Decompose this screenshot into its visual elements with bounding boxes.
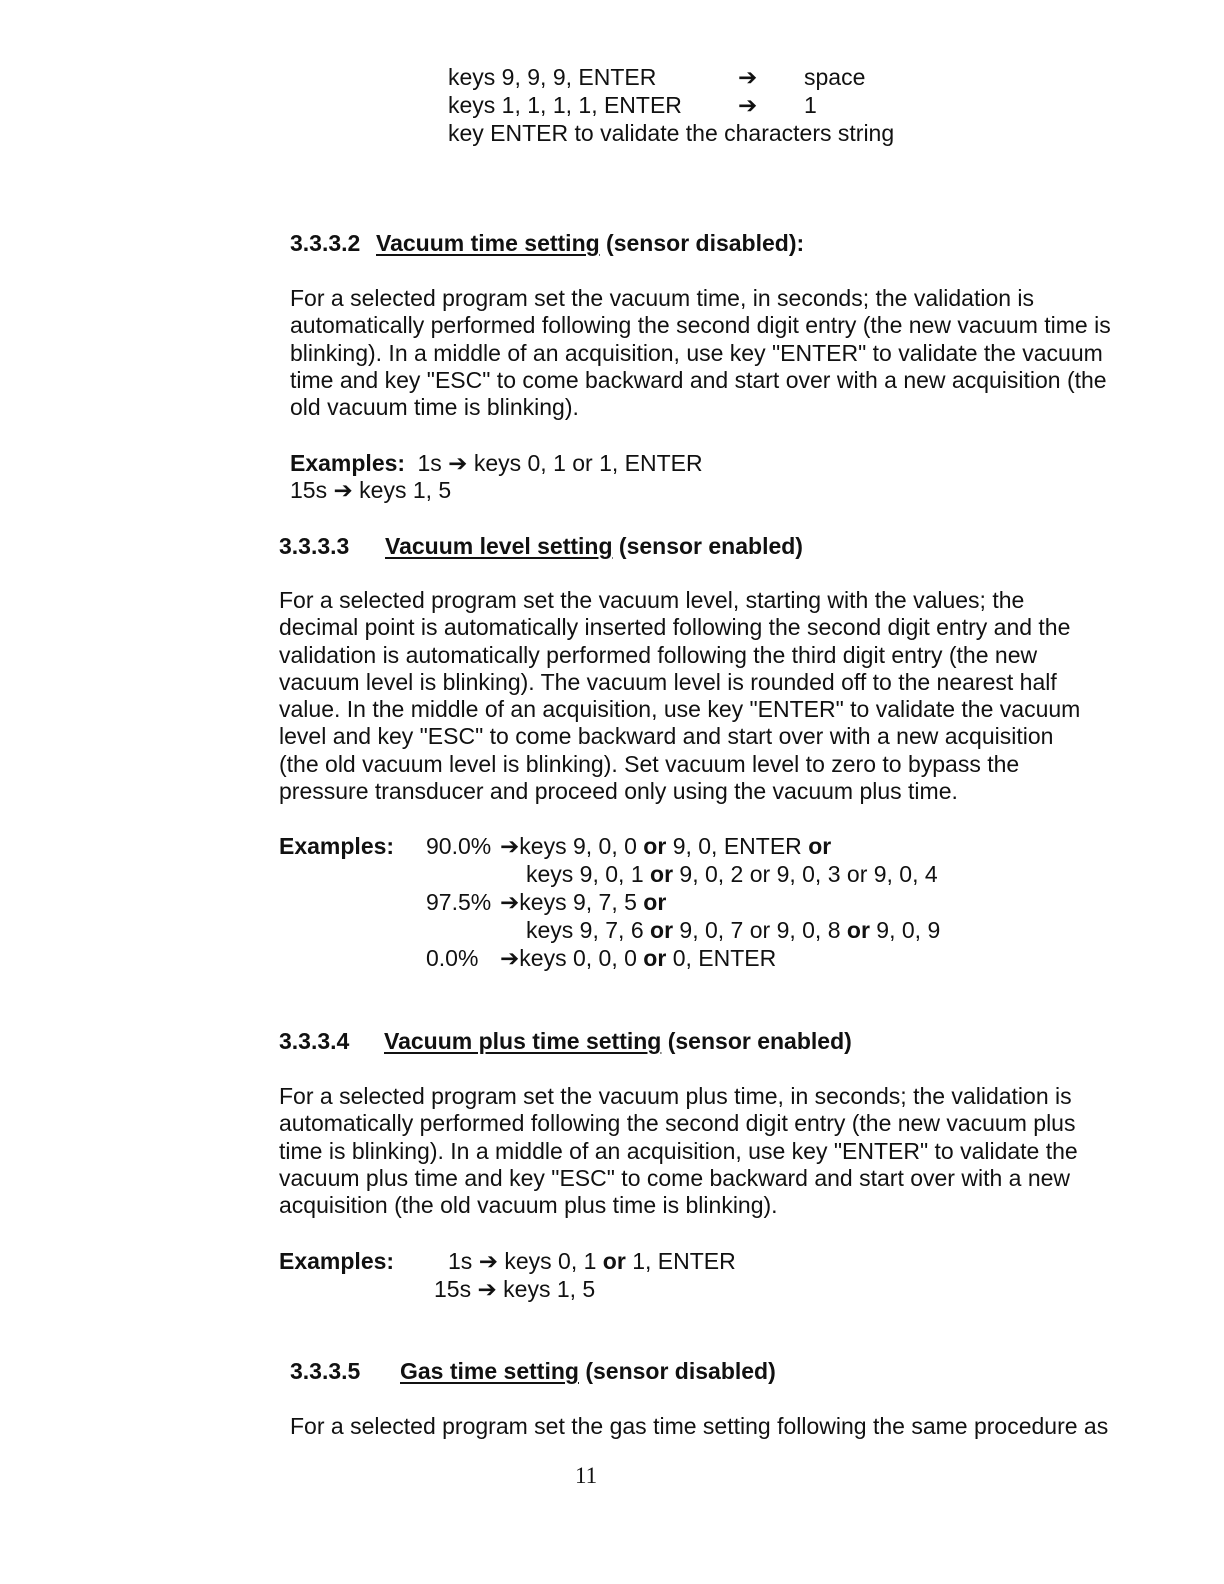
section-number: 3.3.3.5 bbox=[290, 1358, 361, 1384]
example-rhs: keys 0, 1 or 1, ENTER bbox=[473, 450, 703, 476]
examples-label: Examples: bbox=[290, 450, 406, 476]
example-rhs: keys 1, 5 bbox=[503, 1276, 596, 1302]
section-heading-3334 bbox=[279, 1028, 852, 1055]
arrow-icon: ➔ bbox=[738, 92, 758, 118]
arrow-icon: ➔ bbox=[500, 833, 520, 859]
section-title: Vacuum time setting bbox=[376, 230, 600, 256]
section-body-3333: For a selected program set the vacuum level, starting with the values; the decimal point is automatically inserted following the second digit entry and the validation is automatically performed following the third digit entry (the new vacuum level is blinking). The vacuum level is rounded off to the nearest half value. In the middle of an acquisition, use key "ENTER" to validate the vacuum level and key "ESC" to come backward and start over with a new acquisition (the old vacuum level is blinking). Set vacuum level to zero to bypass the pressure transducer and proceed only using the vacuum plus time. bbox=[279, 587, 1081, 805]
example-90-line-2: keys 9, 0, 1 or 9, 0, 2 or 9, 0, 3 or 9, 0, 4 bbox=[526, 861, 938, 887]
intro-last-line: key ENTER to validate the characters string bbox=[448, 120, 895, 146]
section-heading-3333 bbox=[279, 533, 803, 560]
examples-label: Examples: bbox=[279, 833, 395, 859]
section-title: Gas time setting bbox=[400, 1358, 579, 1384]
arrow-icon: ➔ bbox=[448, 450, 468, 476]
arrow-icon: ➔ bbox=[500, 945, 520, 971]
example-rhs: keys 1, 5 bbox=[359, 477, 452, 503]
examples-line-2 bbox=[434, 1276, 595, 1303]
section-heading-3335 bbox=[290, 1358, 776, 1385]
intro-keys-1: keys 9, 9, 9, ENTER bbox=[448, 64, 657, 90]
arrow-icon: ➔ bbox=[478, 1248, 498, 1274]
arrow-icon: ➔ bbox=[477, 1276, 497, 1302]
example-0-line: ➔keys 0, 0, 0 or 0, ENTER bbox=[500, 945, 777, 971]
page-number: 11 bbox=[575, 1463, 598, 1488]
section-suffix: (sensor disabled): bbox=[599, 230, 805, 256]
intro-result-2: 1 bbox=[804, 92, 817, 118]
example-97-5-line-2: keys 9, 7, 6 or 9, 0, 7 or 9, 0, 8 or 9, 0, 9 bbox=[526, 917, 941, 943]
section-suffix: (sensor enabled) bbox=[661, 1028, 852, 1054]
example-value-90: 90.0% bbox=[426, 833, 492, 859]
intro-line-2 bbox=[448, 92, 682, 119]
section-number: 3.3.3.2 bbox=[290, 230, 361, 256]
examples-label: Examples: bbox=[279, 1248, 395, 1274]
example-lhs: 1s bbox=[417, 450, 442, 476]
intro-result-1: space bbox=[804, 64, 866, 90]
examples-line-1: 1s ➔ keys 0, 1 or 1, ENTER bbox=[448, 1248, 736, 1274]
example-value-0: 0.0% bbox=[426, 945, 479, 971]
intro-line-1 bbox=[448, 64, 656, 91]
examples-line-2 bbox=[290, 477, 451, 504]
section-body-3334: For a selected program set the vacuum plus time, in seconds; the validation is automatically performed following the second digit entry (the new vacuum plus time is blinking). In a middle of an acquisition, use key "ENTER" to validate the vacuum plus time and key "ESC" to come backward and start over with a new acquisition (the old vacuum plus time is blinking). bbox=[279, 1083, 1078, 1219]
section-title: Vacuum level setting bbox=[385, 533, 613, 559]
example-lhs: 1s bbox=[448, 1248, 473, 1274]
section-title: Vacuum plus time setting bbox=[384, 1028, 662, 1054]
example-90-line-1: ➔keys 9, 0, 0 or 9, 0, ENTER or bbox=[500, 833, 832, 859]
section-suffix: (sensor enabled) bbox=[612, 533, 803, 559]
section-suffix: (sensor disabled) bbox=[578, 1358, 776, 1384]
example-97-5-line-1: ➔keys 9, 7, 5 or bbox=[500, 889, 667, 915]
section-body-3332: For a selected program set the vacuum time, in seconds; the validation is automatically performed following the second digit entry (the new vacuum time is blinking). In a middle of an acquisition, use key "ENTER" to validate the vacuum time and key "ESC" to come backward and start over with a new acquisition (the old vacuum time is blinking). bbox=[290, 285, 1111, 421]
arrow-icon: ➔ bbox=[500, 889, 520, 915]
arrow-icon: ➔ bbox=[738, 64, 758, 90]
section-heading-3332 bbox=[290, 230, 804, 257]
example-lhs: 15s bbox=[290, 477, 328, 503]
section-number: 3.3.3.4 bbox=[279, 1028, 350, 1054]
section-body-3335: For a selected program set the gas time setting following the same procedure as bbox=[290, 1413, 1109, 1439]
examples-line-1 bbox=[290, 450, 703, 477]
example-value-97-5: 97.5% bbox=[426, 889, 492, 915]
arrow-icon: ➔ bbox=[333, 477, 353, 503]
example-lhs: 15s bbox=[434, 1276, 472, 1302]
intro-keys-2: keys 1, 1, 1, 1, ENTER bbox=[448, 92, 682, 118]
section-number: 3.3.3.3 bbox=[279, 533, 350, 559]
